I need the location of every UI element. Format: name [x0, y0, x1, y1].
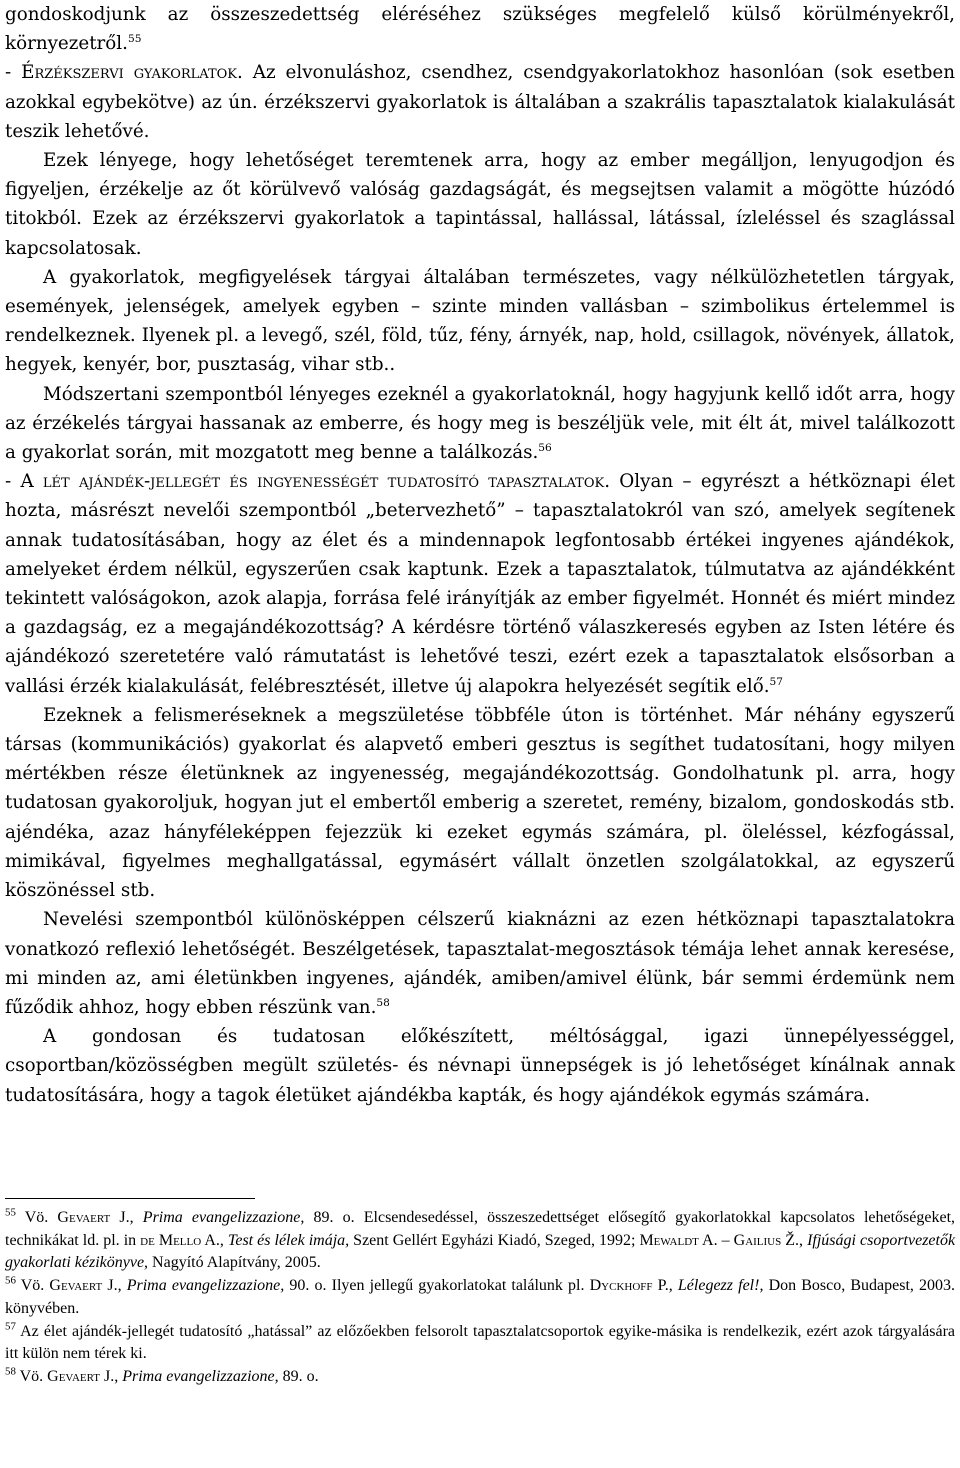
paragraph-7	[5, 905, 955, 1022]
footnote-56	[5, 1275, 955, 1320]
list-dash: -	[5, 471, 21, 493]
paragraph-text: . Az elvonuláshoz, csendhez, csendgyakorlatokhoz hasonlóan (sok esetben azokkal egybekötve) az ún. érzékszervi gyakorlatok is általában a szakrális tapasztalatok kialakulását teszik lehetővé.	[5, 62, 955, 142]
footnote-number: 58	[5, 1365, 16, 1378]
paragraph-text: . Olyan – egyrészt a hétköznapi élet hozta, másrészt nevelői szempontból „betervezhető” – tapasztalatokról van szó, amelyek segítenek annak tudatosításában, hogy az élet és a mindennapok legfontosabb értékei ingyenes ajándékok, amelyeket érdem nélkül, egyszerűen csak kaptunk. Ezek a tapasztalatok, túlmutatva az ajándékként tekintett valóságokon, azok alapja, forrása felé irányítják az ember figyelmét. Honnét és miért mindez a gazdagság, ez a megajándékozottság? A kérdésre történő válaszkeresés egyben az Isten létére és ajándékozó szeretetére való rámutatást is lehetővé teszi, ezért ezek a tapasztalatok elsősorban a vallási érzék kialakulását, felébresztését, illetve új alapokra helyezését segítik elő.	[5, 471, 956, 697]
footnote-text: Vö.	[15, 1277, 50, 1295]
paragraph-text: Módszertani szempontból lényeges ezeknél a gyakorlatoknál, hogy hagyjunk kellő időt arra, hogy az érzékelés tárgyai hassanak az emberre, és hogy meg is beszéljük vele, mit élt át, mivel találkozott a gyakorlat során, mit mozgatott meg benne a találkozás.	[5, 383, 955, 464]
footnote-text: 89. o.	[278, 1367, 319, 1385]
paragraph-6: Ezeknek a felismeréseknek a megszületése többféle úton is történhet. Már néhány egyszerű társas (kommunikációs) gyakorlat és alapvető emberi gesztus is segíthet tudatosítani, hogy milyen mértékben része életünknek az ingyenesség, megajándékozottság. Gondolhatunk pl. arra, hogy tudatosan gyakoroljuk, hogyan jut el embertől emberig a szeretet, remény, bizalom, gondoskodás stb. ajéndéka, azaz hányféleképpen fejezzük ki ezeket egymás számára, pl. öleléssel, kézfogással, mimikával, figyelmes meghallgatással, egymásért vállalt önzetlen szolgálatokkal, az egyszerű köszönéssel stb.	[5, 704, 955, 902]
book-title: Prima evangelizzazione,	[126, 1277, 285, 1295]
footnote-text: ,	[114, 1367, 123, 1385]
author-name: Gevaert J.	[47, 1367, 115, 1385]
footnote-text: –	[717, 1231, 734, 1249]
book-title: Test és lélek imája,	[227, 1231, 350, 1249]
paragraph-2: Ezek lényege, hogy lehetőséget teremtenek arra, hogy az ember megálljon, lenyugodjon és figyeljen, érzékelje az őt körülvevő valóság gazdagságát, és megsejtsen valamit a mögötte húzódó titokból. Ezek az érzékszervi gyakorlatok a tapintással, hallással, látással, ízleléssel és szaglással kapcsolatosak.	[5, 150, 955, 259]
footnote-58	[5, 1366, 955, 1389]
section-heading: Érzékszervi gyakorlatok	[21, 62, 237, 84]
footnote-number: 55	[5, 1206, 16, 1219]
paragraph-1	[5, 58, 955, 146]
book-title: Prima evangelizzazione,	[142, 1209, 305, 1226]
paragraph-4	[5, 380, 955, 468]
footnote-text: ,	[668, 1277, 678, 1295]
author-name: Gailius Ž.	[733, 1231, 800, 1249]
footnote-57	[5, 1321, 955, 1366]
book-title: Lélegezz fel!,	[677, 1277, 764, 1295]
paragraph-text: Nevelési szempontból különösképpen célszerű kiaknázni az ezen hétköznapi tapasztalatokra vonatkozó reflexió lehetőségét. Beszélgetések, tapasztalat-megosztások témája lehet annak keresése, mi minden az, ami életünkben ingyenes, ajándék, amiben/amivel élünk, bár semmi érdemünk nem fűződik ahhoz, hogy ebben részünk van.	[5, 909, 955, 1018]
footnote-text: Szent Gellért Egyházi Kiadó, Szeged, 1992;	[349, 1231, 640, 1249]
footnotes	[5, 1198, 955, 1389]
footnote-text: Vö.	[15, 1367, 48, 1385]
footnote-text: Don Bosco, Budapest, 2003. könyvében.	[5, 1277, 956, 1317]
footnote-text: ,	[117, 1277, 127, 1295]
footnote-text: Az élet ajándék-jellegét tudatosító „hatással” az előzőekben felsorolt tapasztalatcsoportok egyike-másika is rendelkezik, ezért azok tárgyalására itt külön nem térek ki.	[5, 1322, 955, 1363]
author-name: Gevaert J.	[49, 1277, 118, 1295]
body-text	[5, 0, 955, 1110]
paragraph-5	[5, 467, 955, 701]
footnote-text: Nagyító Alapítvány, 2005.	[148, 1254, 321, 1272]
list-dash: -	[5, 62, 22, 84]
footnote-text: 90. o. Ilyen jellegű gyakorlatokat találunk pl.	[284, 1277, 590, 1295]
author-name: de Mello A.	[140, 1231, 220, 1249]
footnote-separator	[5, 1198, 255, 1199]
section-heading: A lét ajándék-jellegét és ingyenességét tudatosító tapasztalatok	[20, 471, 605, 493]
author-name: Mewaldt A.	[639, 1231, 718, 1249]
footnote-text: 89. o. Elcsendesedéssel, összeszedettséget elősegítő gyakorlatokkal kapcsolatos lehetőségeket, technikákat ld. pl. in	[5, 1209, 956, 1249]
author-name: Dyckhoff P.	[589, 1277, 669, 1295]
book-title: Ifjúsági csoportvezetők gyakorlati kézikönyve,	[5, 1231, 956, 1272]
paragraph-text: gondoskodjunk az összeszedettség eléréséhez szükséges megfelelő külső körülményekről, környezetről.	[5, 4, 955, 55]
paragraph-3: A gyakorlatok, megfigyelések tárgyai általában természetes, vagy nélkülözhetetlen tárgyak, események, jelenségek, amelyek egyben – szinte minden vallásban – szimbolikus értelemmel is rendelkeznek. Ilyenek pl. a levegő, szél, föld, tűz, fény, árnyék, nap, hold, csillagok, növények, állatok, hegyek, kenyér, bor, pusztaság, vihar stb..	[5, 266, 955, 376]
footnote-text: Vö.	[15, 1209, 58, 1226]
footnote-text: ,	[129, 1209, 143, 1226]
paragraph-8: A gondosan és tudatosan előkészített, méltósággal, igazi ünnepélyességgel, csoportban/közösségben megült születés- és névnapi ünnepségek is jó lehetőséget kínálnak annak tudatosítására, hogy a tagok életüket ajándékba kapták, és hogy ajándékok egymás számára.	[5, 1026, 955, 1106]
paragraph-0	[5, 0, 955, 58]
author-name: Gevaert J.	[57, 1209, 130, 1226]
footnote-number: 57	[5, 1320, 16, 1333]
footnote-ref-58[interactable]: 58	[376, 995, 390, 1009]
footnote-ref-57[interactable]: 57	[769, 674, 784, 688]
footnote-text: ,	[799, 1231, 808, 1249]
footnote-ref-56[interactable]: 56	[538, 440, 552, 454]
footnote-number: 56	[5, 1274, 16, 1287]
book-title: Prima evangelizzazione,	[122, 1367, 279, 1385]
footnote-text: ,	[219, 1231, 228, 1249]
footnote-55	[5, 1207, 955, 1275]
footnote-ref-55[interactable]: 55	[127, 32, 142, 46]
